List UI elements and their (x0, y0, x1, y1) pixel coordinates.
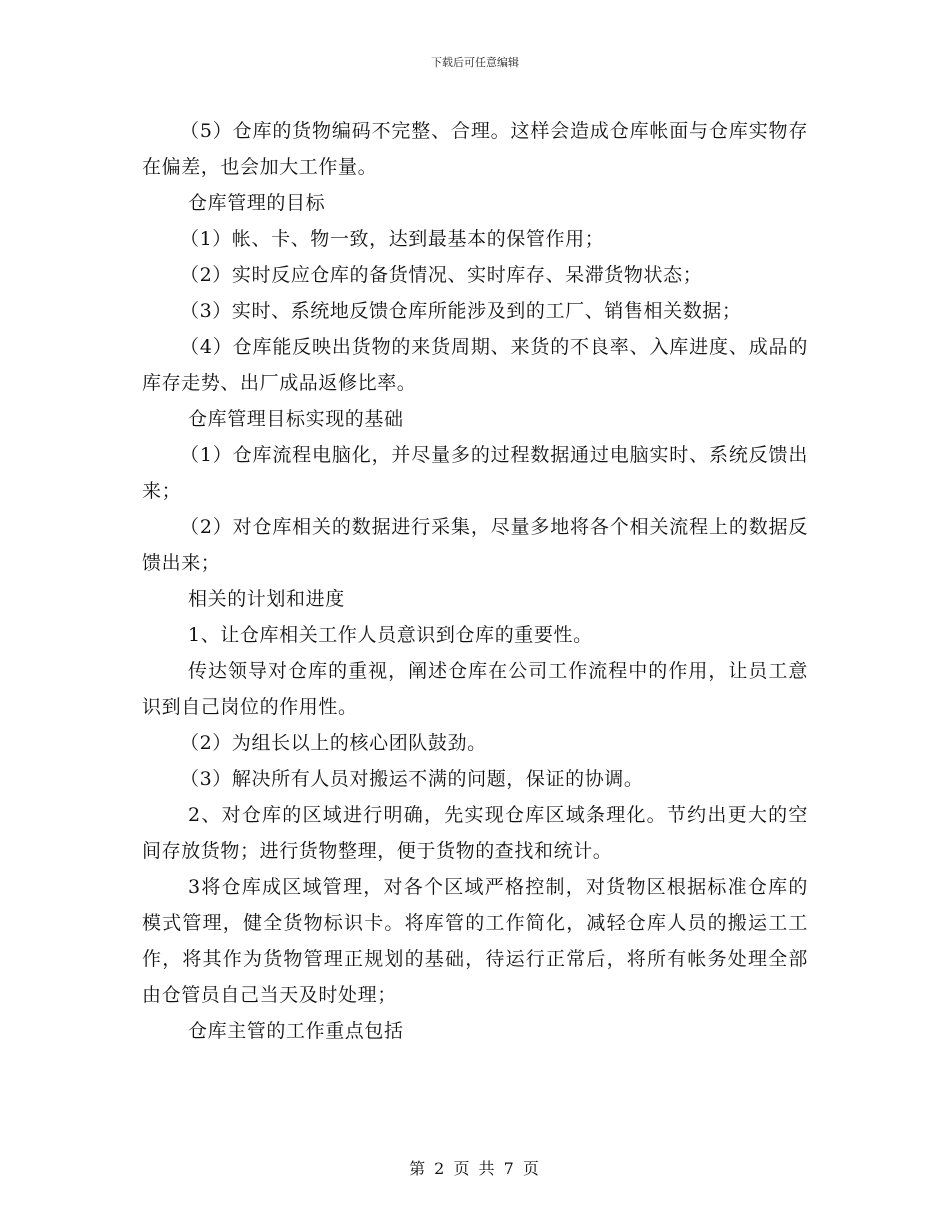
document-body (142, 113, 808, 1049)
section-heading: 仓库主管的工作重点包括 (188, 1020, 404, 1042)
paragraph: （2）对仓库相关的数据进行采集，尽量多地将各个相关流程上的数据反馈出来； (142, 516, 808, 574)
paragraph: 1、让仓库相关工作人员意识到仓库的重要性。 (188, 624, 593, 646)
paragraph: （5）仓库的货物编码不完整、合理。这样会造成仓库帐面与仓库实物存在偏差，也会加大工作量。 (142, 120, 808, 178)
paragraph: （1）仓库流程电脑化，并尽量多的过程数据通过电脑实时、系统反馈出来； (142, 444, 808, 502)
paragraph: 传达领导对仓库的重视，阐述仓库在公司工作流程中的作用，让员工意识到自己岗位的作用性。 (142, 660, 808, 718)
paragraph: （2）实时反应仓库的备货情况、实时库存、呆滞货物状态； (180, 264, 703, 286)
paragraph: （3）解决所有人员对搬运不满的问题，保证的协调。 (180, 768, 644, 790)
paragraph: （4）仓库能反映出货物的来货周期、来货的不良率、入库进度、成品的库存走势、出厂成品返修比率。 (142, 336, 808, 394)
paragraph: 2、对仓库的区域进行明确，先实现仓库区域条理化。节约出更大的空间存放货物；进行货物整理，便于货物的查找和统计。 (142, 804, 808, 862)
section-heading: 仓库管理的目标 (188, 192, 326, 214)
section-heading: 仓库管理目标实现的基础 (188, 408, 404, 430)
paragraph: 3将仓库成区域管理，对各个区域严格控制，对货物区根据标准仓库的模式管理，健全货物标识卡。将库管的工作简化，减轻仓库人员的搬运工工作，将其作为货物管理正规划的基础，待运行正常后，将所有帐务处理全部由仓管员自己当天及时处理； (142, 876, 808, 1006)
paragraph: （3）实时、系统地反馈仓库所能涉及到的工厂、销售相关数据； (180, 300, 742, 322)
page-footer: 第 2 页 共 7 页 (409, 1159, 541, 1178)
paragraph: （2）为组长以上的核心团队鼓劲。 (180, 732, 487, 754)
section-heading: 相关的计划和进度 (188, 588, 345, 610)
page-header: 下载后可任意编辑 (431, 56, 519, 69)
paragraph: （1）帐、卡、物一致，达到最基本的保管作用； (180, 228, 605, 250)
